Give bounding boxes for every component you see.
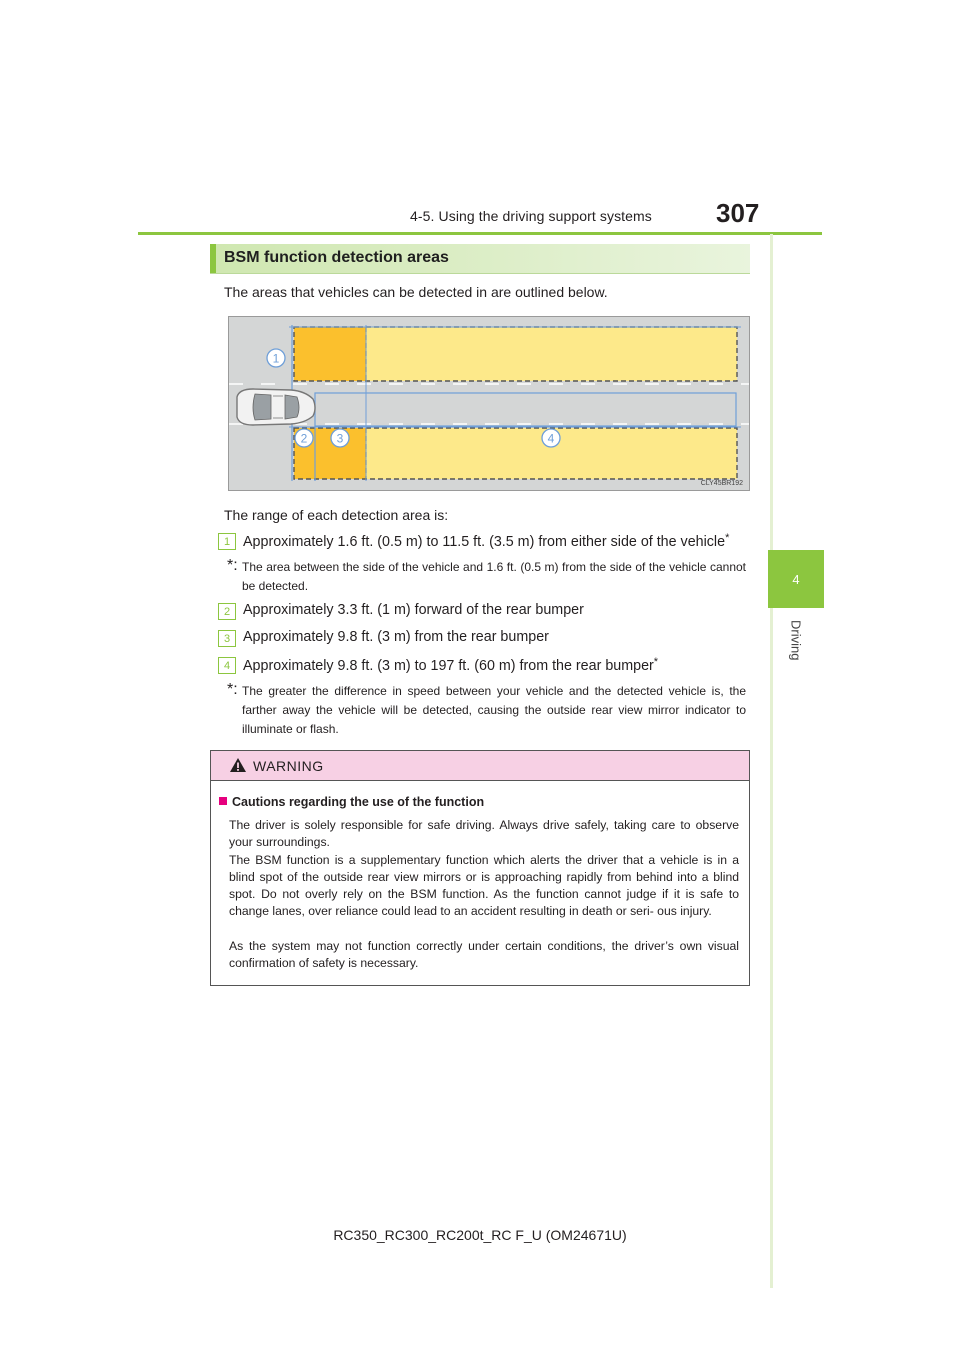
- warning-title: WARNING: [253, 758, 324, 774]
- callout-3: [331, 429, 349, 447]
- warning-paragraph-1: The driver is solely responsible for safe driving. Always drive safely, taking care to observe your surroundings.: [229, 818, 739, 849]
- warning-triangle-icon: [229, 757, 247, 773]
- image-code: CLY45BR192: [700, 480, 743, 487]
- item-number-2: 2: [218, 603, 236, 620]
- range-intro-text: The range of each detection area is:: [224, 507, 449, 523]
- section-heading: [210, 244, 750, 274]
- header-section-title: 4-5. Using the driving support systems: [410, 208, 652, 224]
- note-marker-1: *:: [227, 557, 238, 574]
- item-number-4: 4: [218, 657, 236, 674]
- zone-far-upper: [366, 327, 737, 381]
- detection-area-diagram: [228, 316, 750, 491]
- svg-text:3: 3: [336, 431, 344, 446]
- section-heading-text: BSM function detection areas: [224, 249, 449, 266]
- vehicle-icon: [237, 389, 315, 425]
- svg-text:1: 1: [272, 351, 280, 366]
- section-heading-bar: [210, 244, 216, 273]
- warning-paragraph-2: The BSM function is a supplementary function which alerts the driver that a vehicle is in a blind spot of the outside rear view mirrors or is approaching rapidly from behind into a blind spot. Do not overly rely on the BSM function. As the function cannot judge if it is safe to change lanes, over reliance could lead to an accident resulting in death or seri- ous injury.: [229, 853, 739, 918]
- chapter-tab[interactable]: 4: [768, 550, 824, 608]
- item-text-1: Approximately 1.6 ft. (0.5 m) to 11.5 ft. (3.5 m) from either side of the vehicle*: [243, 532, 730, 550]
- item-text-3: Approximately 9.8 ft. (3 m) from the rear bumper: [243, 629, 549, 645]
- item-text-4: Approximately 9.8 ft. (3 m) to 197 ft. (60 m) from the rear bumper*: [243, 656, 659, 674]
- note-marker-2: *:: [227, 681, 238, 698]
- bullet-square-icon: [219, 797, 227, 805]
- chapter-label: Driving: [788, 620, 804, 661]
- callout-1: [267, 349, 285, 367]
- footer-model-code: RC350_RC300_RC200t_RC F_U (OM24671U): [333, 1227, 627, 1243]
- callout-4: [542, 429, 560, 447]
- svg-text:4: 4: [547, 431, 555, 446]
- item-number-3: 3: [218, 630, 236, 647]
- zone-near-upper: [294, 327, 366, 381]
- page-number: 307: [716, 198, 760, 228]
- svg-text:2: 2: [300, 431, 308, 446]
- diagram-svg: [229, 317, 749, 490]
- item-text-2: Approximately 3.3 ft. (1 m) forward of the rear bumper: [243, 602, 584, 618]
- warning-header: [211, 751, 749, 781]
- note-text-2: The greater the difference in speed between your vehicle and the detected vehicle is, the farther away the vehicle will be detected, causing the outside rear view mirror indicator to illuminate or flash.: [242, 684, 746, 736]
- callout-2: [295, 429, 313, 447]
- warning-paragraph-3: As the system may not function correctly under certain conditions, the driver’s own visual confirmation of safety is necessary.: [229, 939, 739, 970]
- header-rule: [138, 232, 822, 235]
- item-number-1: 1: [218, 533, 236, 550]
- warning-subtitle: Cautions regarding the use of the function: [219, 795, 484, 809]
- side-rule: [770, 234, 773, 1288]
- intro-text: The areas that vehicles can be detected in are outlined below.: [224, 284, 608, 300]
- warning-box: [210, 750, 750, 986]
- note-text-1: The area between the side of the vehicle and 1.6 ft. (0.5 m) from the side of the vehicle cannot be detected.: [242, 560, 746, 593]
